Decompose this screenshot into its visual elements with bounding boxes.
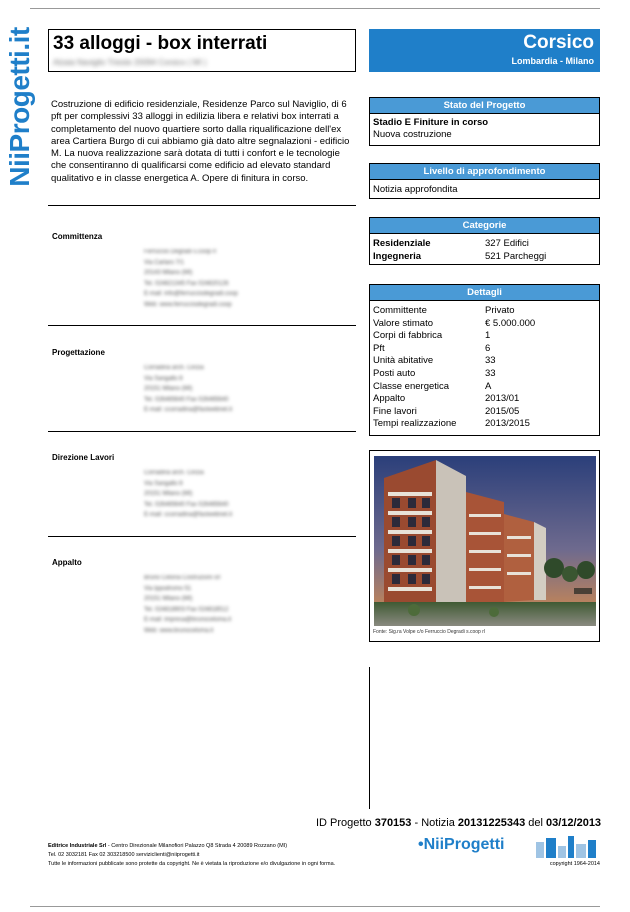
dettaglio-value: 2015/05 bbox=[485, 405, 520, 417]
contact-line: Web: www.brunoceloma.it bbox=[144, 627, 214, 634]
direzione-lavori-label: Direzione Lavori bbox=[52, 453, 115, 462]
divider bbox=[48, 325, 356, 326]
niiprogetti-side-logo[interactable]: NiiProgetti.it bbox=[4, 27, 35, 187]
dettaglio-value: 2013/01 bbox=[485, 393, 520, 405]
contact-line: Via Sangallo 8 bbox=[144, 375, 183, 382]
contact-line: Tel. 024818903 Fax 024818512 bbox=[144, 606, 229, 613]
id-value: 370153 bbox=[374, 817, 412, 829]
progettazione-details bbox=[144, 363, 352, 416]
dettaglio-key: Appalto bbox=[373, 393, 406, 405]
project-photo-frame bbox=[369, 450, 600, 642]
dettaglio-row bbox=[373, 318, 596, 331]
dettaglio-key: Fine lavori bbox=[373, 405, 417, 417]
copyright-years: copyright 1964-2014 bbox=[549, 861, 600, 867]
dettaglio-row bbox=[373, 355, 596, 368]
dettaglio-row bbox=[373, 418, 596, 431]
direzione-lavori-section bbox=[52, 453, 352, 521]
publisher-info bbox=[48, 842, 335, 869]
stato-stage: Stadio E Finiture in corso bbox=[373, 117, 489, 128]
project-title: 33 alloggi - box interrati bbox=[53, 33, 268, 54]
dettaglio-value: 6 bbox=[485, 342, 491, 354]
committenza-section bbox=[52, 232, 352, 310]
contact-line: Corradina arch. Cinzia bbox=[144, 470, 204, 476]
divider bbox=[48, 536, 356, 537]
dettaglio-value: 33 bbox=[485, 367, 496, 379]
city-name: Corsico bbox=[523, 32, 594, 53]
dettagli-panel bbox=[369, 284, 600, 436]
categoria-name: Residenziale bbox=[373, 238, 431, 249]
livello-panel bbox=[369, 163, 600, 199]
top-rule bbox=[30, 8, 600, 9]
contact-line: Tel. 026465640 Fax 026465640 bbox=[144, 501, 229, 508]
dettaglio-row bbox=[373, 330, 596, 343]
dettaglio-row bbox=[373, 381, 596, 394]
categoria-row bbox=[373, 250, 596, 263]
contact-line: E-mail: impresa@brunoceloma.it bbox=[144, 617, 232, 623]
contact-line: Tel. 024821345 Fax 024820126 bbox=[144, 280, 229, 287]
company-contacts: Tel. 02 3032181 Fax 02 303218500 serviziclienti@niiprogetti.it bbox=[48, 852, 200, 858]
dettaglio-value: 33 bbox=[485, 355, 496, 367]
location-box bbox=[369, 29, 600, 72]
contact-line: Via Carlaro 7/1 bbox=[144, 259, 184, 266]
notizia-label: - Notizia bbox=[414, 817, 455, 829]
dettaglio-key: Posti auto bbox=[373, 367, 416, 379]
stato-panel bbox=[369, 97, 600, 146]
dettaglio-key: Committente bbox=[373, 305, 427, 316]
contact-line: Ferruccio Degradi s.coop rl bbox=[144, 249, 217, 255]
stato-heading: Stato del Progetto bbox=[370, 98, 599, 114]
dettaglio-key: Pft bbox=[373, 342, 385, 354]
contact-line: 20151 Milano (MI) bbox=[144, 596, 193, 602]
appalto-details bbox=[144, 573, 352, 636]
contact-line: Tel. 026465640 Fax 026465640 bbox=[144, 396, 229, 403]
dettaglio-value: 2013/2015 bbox=[485, 418, 530, 430]
dettaglio-key: Unità abitative bbox=[373, 355, 434, 367]
committenza-details bbox=[144, 247, 352, 310]
brand-name: •NiiProgetti bbox=[418, 836, 505, 853]
contact-line: Via Ippodromo 51 bbox=[144, 585, 192, 592]
notizia-value: 20131225343 bbox=[457, 817, 526, 829]
dettaglio-value: A bbox=[485, 380, 492, 392]
del-label: del bbox=[528, 817, 543, 829]
dettaglio-row bbox=[373, 406, 596, 419]
dettaglio-row bbox=[373, 393, 596, 406]
categoria-value: 327 Edifici bbox=[485, 238, 529, 249]
bottom-rule bbox=[30, 906, 600, 907]
company-address: - Centro Direzionale Milanofiori Palazzo Q8 Strada 4 20089 Rozzano (MI) bbox=[106, 843, 288, 849]
divider bbox=[48, 431, 356, 432]
appalto-label: Appalto bbox=[52, 558, 82, 567]
dettaglio-value: 1 bbox=[485, 330, 491, 342]
livello-heading: Livello di approfondimento bbox=[370, 164, 599, 180]
categoria-row bbox=[373, 237, 596, 250]
dettaglio-key: Classe energetica bbox=[373, 380, 450, 392]
categorie-panel bbox=[369, 217, 600, 265]
dettaglio-row bbox=[373, 368, 596, 381]
contact-line: Corradina arch. Cinzia bbox=[144, 365, 204, 371]
dettaglio-value: € 5.000.000 bbox=[485, 317, 536, 329]
contact-line: E-mail: ccorradina@fastwebnet.it bbox=[144, 512, 233, 518]
progettazione-section bbox=[52, 348, 352, 416]
appalto-section bbox=[52, 558, 352, 636]
project-id-line bbox=[316, 817, 601, 829]
notizia-date: 03/12/2013 bbox=[546, 817, 602, 829]
dettaglio-key: Valore stimato bbox=[373, 317, 434, 329]
building-rendering-image bbox=[374, 456, 596, 626]
dettaglio-row bbox=[373, 343, 596, 356]
direzione-lavori-details bbox=[144, 468, 352, 521]
contact-line: 20143 Milano (MI) bbox=[144, 270, 193, 276]
project-title-box bbox=[48, 29, 356, 72]
dettagli-heading: Dettagli bbox=[370, 285, 599, 301]
region-name: Lombardia - Milano bbox=[511, 56, 594, 66]
stato-type: Nuova costruzione bbox=[373, 129, 452, 140]
dettaglio-key: Tempi realizzazione bbox=[373, 418, 457, 430]
company-name: Editrice Industriale Srl bbox=[48, 843, 107, 849]
contact-line: Bruno Celona Costruzioni srl bbox=[144, 575, 221, 581]
contact-line: Via Sangallo 8 bbox=[144, 480, 183, 487]
progettazione-label: Progettazione bbox=[52, 348, 105, 357]
project-description: Costruzione di edificio residenziale, Residenze Parco sul Naviglio, di 6 pft per complessivi 33 alloggi in edilizia libera e relativi box interrati a completamento del nuovo quartiere sorto dalla riqualificazione dell'ex area Cartiera Burgo di cui abbiamo già dato altre segnalazioni - edificio M. La nuova realizzazione sarà dotata di tutti i confort e le tecnologie che consentiranno di qualificarsi come edificio ad elevato standard qualitativo e in classe energetica A. Opere di finitura in corso. bbox=[51, 99, 350, 184]
niiprogetti-footer-logo[interactable] bbox=[418, 836, 600, 866]
photo-caption: Fonte: Sig.ra Volpe c/o Ferruccio Degradi s.coop rl bbox=[373, 629, 485, 635]
contact-line: E-mail: info@ferrucciodegradi.coop bbox=[144, 291, 238, 297]
contact-line: 20151 Milano (MI) bbox=[144, 386, 193, 392]
contact-line: E-mail: ccorradina@fastwebnet.it bbox=[144, 407, 233, 413]
committenza-label: Committenza bbox=[52, 232, 103, 241]
copyright-notice: Tutte le informazioni pubblicate sono protette da copyright. Ne è vietata la riproduzione e/o divulgazione in ogni forma. bbox=[48, 861, 336, 867]
vertical-divider bbox=[369, 667, 370, 809]
dettaglio-row bbox=[373, 305, 596, 318]
contact-line: 20151 Milano (MI) bbox=[144, 491, 193, 497]
contact-line: Web: www.ferrucciodegradi.coop bbox=[144, 301, 232, 308]
id-label: ID Progetto bbox=[316, 817, 372, 829]
dettaglio-key: Corpi di fabbrica bbox=[373, 330, 443, 342]
skyline-icon bbox=[536, 836, 600, 858]
divider bbox=[48, 205, 356, 206]
dettaglio-value: Privato bbox=[485, 305, 515, 316]
categoria-value: 521 Parcheggi bbox=[485, 251, 547, 262]
categoria-name: Ingegneria bbox=[373, 251, 422, 262]
livello-value: Notizia approfondita bbox=[373, 184, 458, 195]
categorie-heading: Categorie bbox=[370, 218, 599, 234]
project-address: Alzaia Naviglio Trieste 20094 Corsico ( MI ) bbox=[53, 58, 207, 67]
